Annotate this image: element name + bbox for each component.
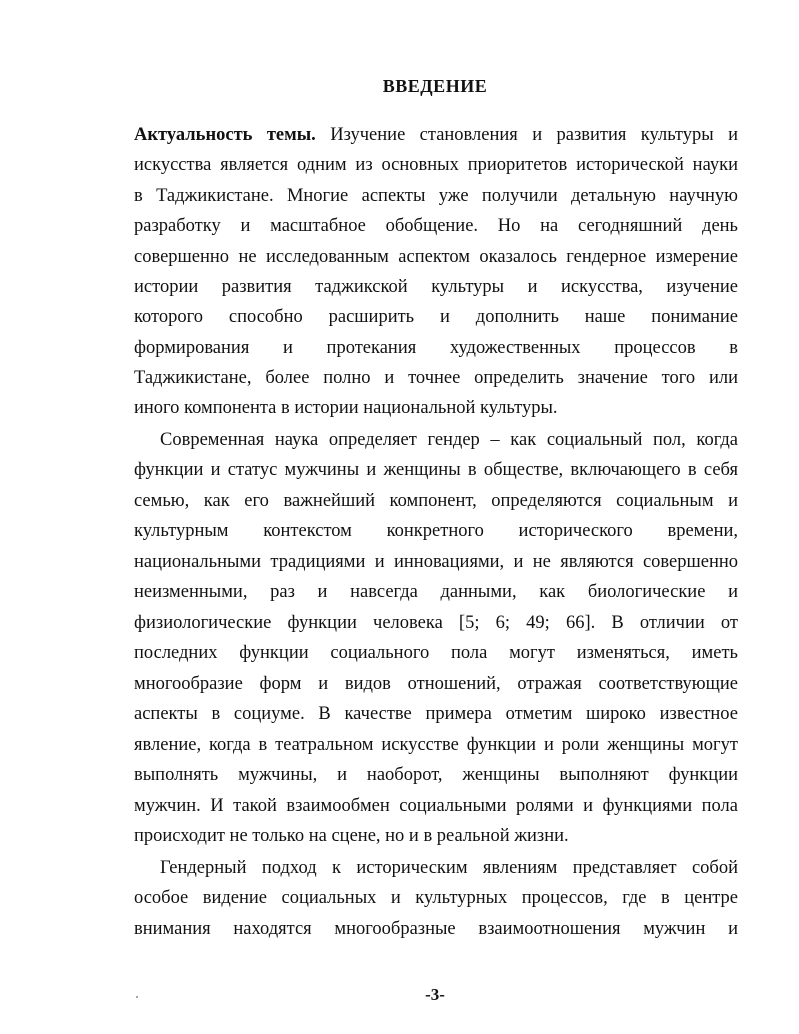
section-title: ВВЕДЕНИЕ xyxy=(382,76,488,96)
text-line-13: семью, как его важнейший компонент, определяются социальным и xyxy=(134,491,738,511)
paragraph-lead: Актуальность темы. xyxy=(134,125,316,145)
text-line-14: культурным контекстом конкретного исторического времени, xyxy=(134,521,738,541)
text-line-4: разработку и масштабное обобщение. Но на сегодняшний день xyxy=(134,216,738,236)
text-line-8: формирования и протекания художественных процессов в xyxy=(134,338,738,358)
text-line-27: внимания находятся многообразные взаимоотношения мужчин и xyxy=(134,919,738,939)
text-line-17: физиологические функции человека [5; 6; 49; 66]. В отличии от xyxy=(134,613,738,633)
text-line-5: совершенно не исследованным аспектом оказалось гендерное измерение xyxy=(134,247,738,267)
text-line-25: Гендерный подход к историческим явлениям представляет собой xyxy=(160,858,738,878)
text-line-6: истории развития таджикской культуры и искусства, изучение xyxy=(134,277,738,297)
text-line-7: которого способно расширить и дополнить наше понимание xyxy=(134,307,738,327)
text-line-16: неизменными, раз и навсегда данными, как биологические и xyxy=(134,582,738,602)
text-line-12: функции и статус мужчины и женщины в обществе, включающего в себя xyxy=(134,460,738,480)
page-number: -3- xyxy=(425,985,445,1004)
text-line-1 xyxy=(134,120,738,150)
text-line-22: выполнять мужчины, и наоборот, женщины выполняют функции xyxy=(134,765,738,785)
text-line-2: искусства является одним из основных приоритетов исторической науки xyxy=(134,155,738,175)
text-line-3: в Таджикистане. Многие аспекты уже получили детальную научную xyxy=(134,186,738,206)
text-line-19: многообразие форм и видов отношений, отражая соответствующие xyxy=(134,674,738,694)
text-line-24: происходит не только на сцене, но и в реальной жизни. xyxy=(134,826,569,846)
line-text: Изучение становления и развития культуры и xyxy=(330,125,738,145)
text-line-18: последних функции социального пола могут изменяться, иметь xyxy=(134,643,738,663)
text-line-21: явление, когда в театральном искусстве функции и роли женщины могут xyxy=(134,735,738,755)
text-line-26: особое видение социальных и культурных процессов, где в центре xyxy=(134,888,738,908)
text-line-11: Современная наука определяет гендер – как социальный пол, когда xyxy=(160,430,738,450)
text-line-15: национальными традициями и инновациями, и не являются совершенно xyxy=(134,552,738,572)
text-line-20: аспекты в социуме. В качестве примера отметим широко известное xyxy=(134,704,738,724)
text-line-9: Таджикистане, более полно и точнее определить значение того или xyxy=(134,368,738,388)
text-line-10: иного компонента в истории национальной культуры. xyxy=(134,398,558,418)
text-line-23: мужчин. И такой взаимообмен социальными ролями и функциями пола xyxy=(134,796,738,816)
